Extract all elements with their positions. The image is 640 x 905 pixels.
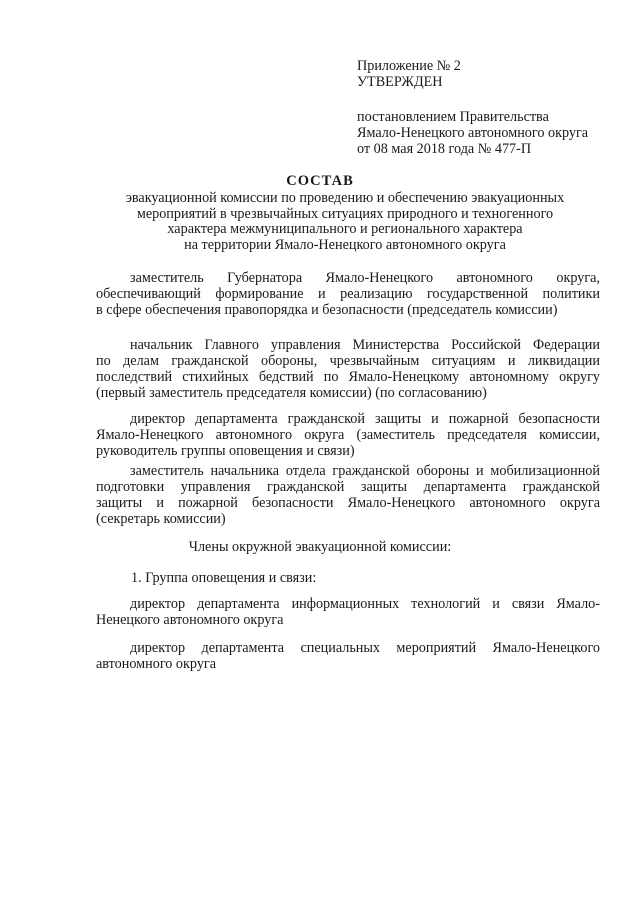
member-line: подготовки управления гражданской защиты департамента гражданской (96, 479, 600, 495)
document-subtitle (100, 191, 590, 253)
members-heading: Члены окружной эвакуационной комиссии: (188, 539, 452, 555)
member-line: Ненецкого автономного округа (96, 612, 284, 628)
member-line: заместитель Губернатора Ямало-Ненецкого автономного округа, (130, 270, 600, 286)
approval-block (357, 58, 627, 157)
document-title: СОСТАВ (286, 173, 354, 189)
member-line: директор департамента информационных технологий и связи Ямало- (130, 596, 600, 612)
member-line: директор департамента гражданской защиты и пожарной безопасности (130, 411, 600, 427)
member-line: в сфере обеспечения правопорядка и безопасности (председатель комиссии) (96, 302, 558, 318)
group-heading: 1. Группа оповещения и связи: (131, 570, 317, 586)
group-member-special (96, 640, 600, 672)
member-line: по делам гражданской обороны, чрезвычайным ситуациям и ликвидации (96, 353, 600, 369)
member-line: автономного округа (96, 656, 217, 672)
resolution-date: от 08 мая 2018 года № 477-П (357, 141, 532, 157)
subtitle-line: мероприятий в чрезвычайных ситуациях природного и техногенного (136, 205, 554, 222)
member-line: руководитель группы оповещения и связи) (96, 443, 355, 459)
group-member-it (96, 596, 600, 628)
member-line: последствий стихийных бедствий по Ямало-Ненецкому автономному округу (96, 369, 600, 385)
member-deputy (96, 411, 600, 459)
subtitle-line: эвакуационной комиссии по проведению и обеспечению эвакуационных (125, 190, 565, 206)
member-first-deputy (96, 337, 600, 401)
member-chairman (96, 270, 600, 318)
subtitle-line: характера межмуниципального и регионального характера (167, 221, 523, 237)
member-line: заместитель начальника отдела гражданской обороны и мобилизационной (130, 463, 600, 479)
approved-label: УТВЕРЖДЕН (357, 74, 443, 90)
member-line: Ямало-Ненецкого автономного округа (заместитель председателя комиссии, (96, 427, 600, 443)
member-line: защиты и пожарной безопасности Ямало-Ненецкого автономного округа (96, 495, 600, 511)
member-line: директор департамента специальных мероприятий Ямало-Ненецкого (130, 640, 600, 656)
resolution-label: постановлением Правительства (357, 109, 549, 125)
member-line: (первый заместитель председателя комиссии) (по согласованию) (96, 385, 487, 401)
member-line: обеспечивающий формирование и реализацию государственной политики (96, 286, 600, 302)
member-line: (секретарь комиссии) (96, 511, 226, 527)
appendix-number: Приложение № 2 (357, 58, 461, 74)
member-secretary (96, 463, 600, 527)
subtitle-line: на территории Ямало-Ненецкого автономного округа (184, 236, 506, 253)
government-name: Ямало-Ненецкого автономного округа (357, 125, 589, 141)
member-line: начальник Главного управления Министерства Российской Федерации (130, 337, 600, 353)
